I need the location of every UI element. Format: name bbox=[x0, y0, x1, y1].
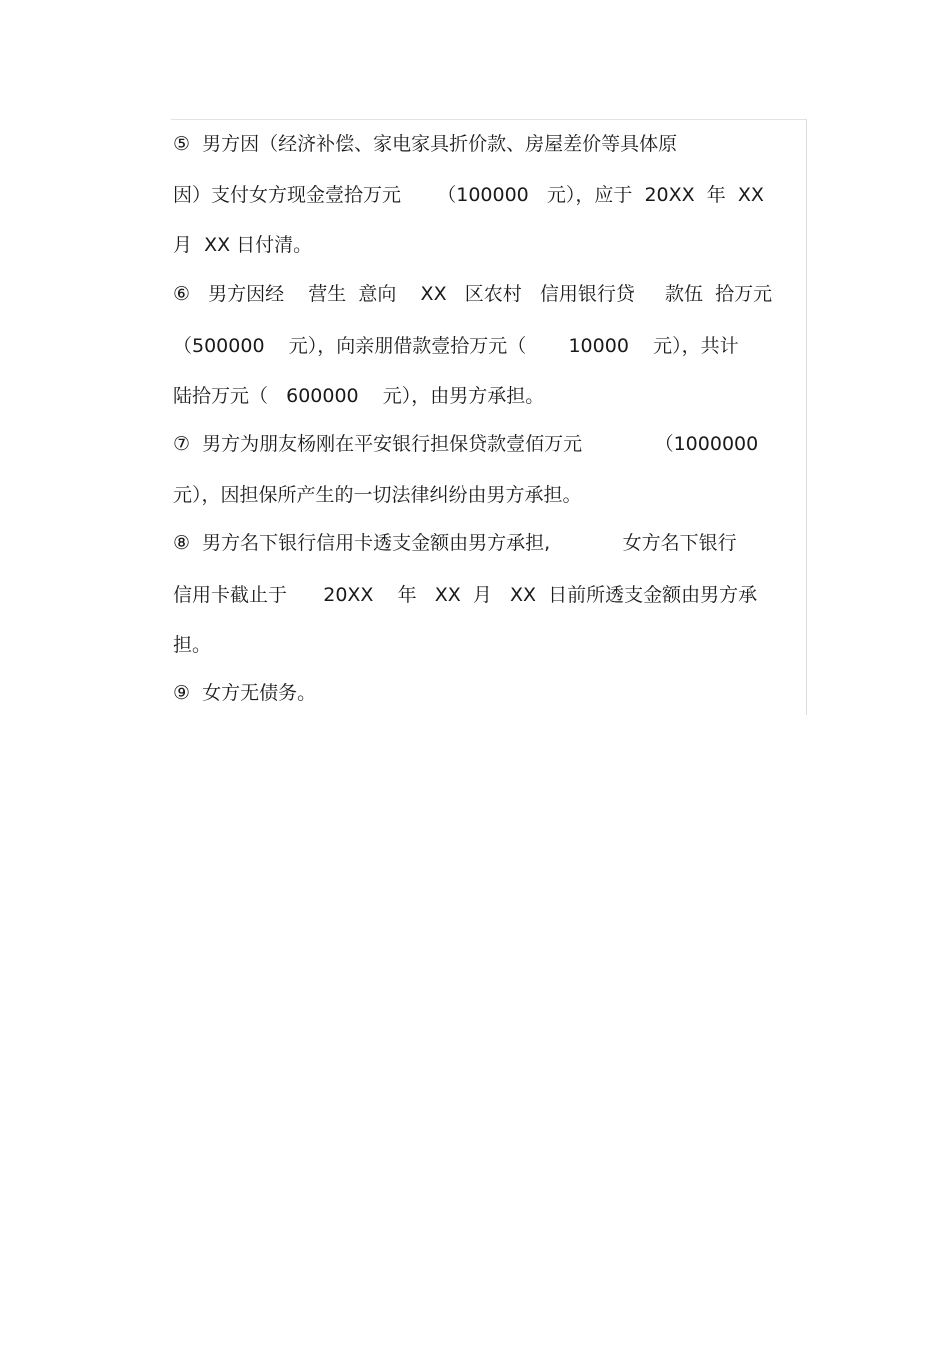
text-line-1: ⑤ 男方因（经济补偿、家电家具折价款、房屋差价等具体原 bbox=[173, 133, 678, 155]
text-line-4: ⑥ 男方因经 营生 意向 XX 区农村 信用银行贷 款伍 拾万元 bbox=[173, 283, 773, 305]
text-line-2: 因）支付女方现金壹拾万元 （100000 元），应于 20XX 年 XX bbox=[173, 184, 764, 206]
text-line-11: 担。 bbox=[173, 634, 212, 656]
text-line-6: 陆拾万元（ 600000 元），由男方承担。 bbox=[173, 385, 545, 407]
text-line-9: ⑧ 男方名下银行信用卡透支金额由男方承担, 女方名下银行 bbox=[173, 532, 737, 554]
text-line-5: （500000 元），向亲朋借款壹拾万元（ 10000 元），共计 bbox=[173, 335, 739, 357]
text-line-10: 信用卡截止于 20XX 年 XX 月 XX 日前所透支金额由男方承 bbox=[173, 584, 758, 606]
text-line-8: 元），因担保所产生的一切法律纠纷由男方承担。 bbox=[173, 484, 582, 506]
text-line-12: ⑨ 女方无债务。 bbox=[173, 682, 317, 704]
text-line-3: 月 XX 日付清。 bbox=[173, 234, 313, 256]
text-line-7: ⑦ 男方为朋友杨刚在平安银行担保贷款壹佰万元 （1000000 bbox=[173, 433, 759, 455]
